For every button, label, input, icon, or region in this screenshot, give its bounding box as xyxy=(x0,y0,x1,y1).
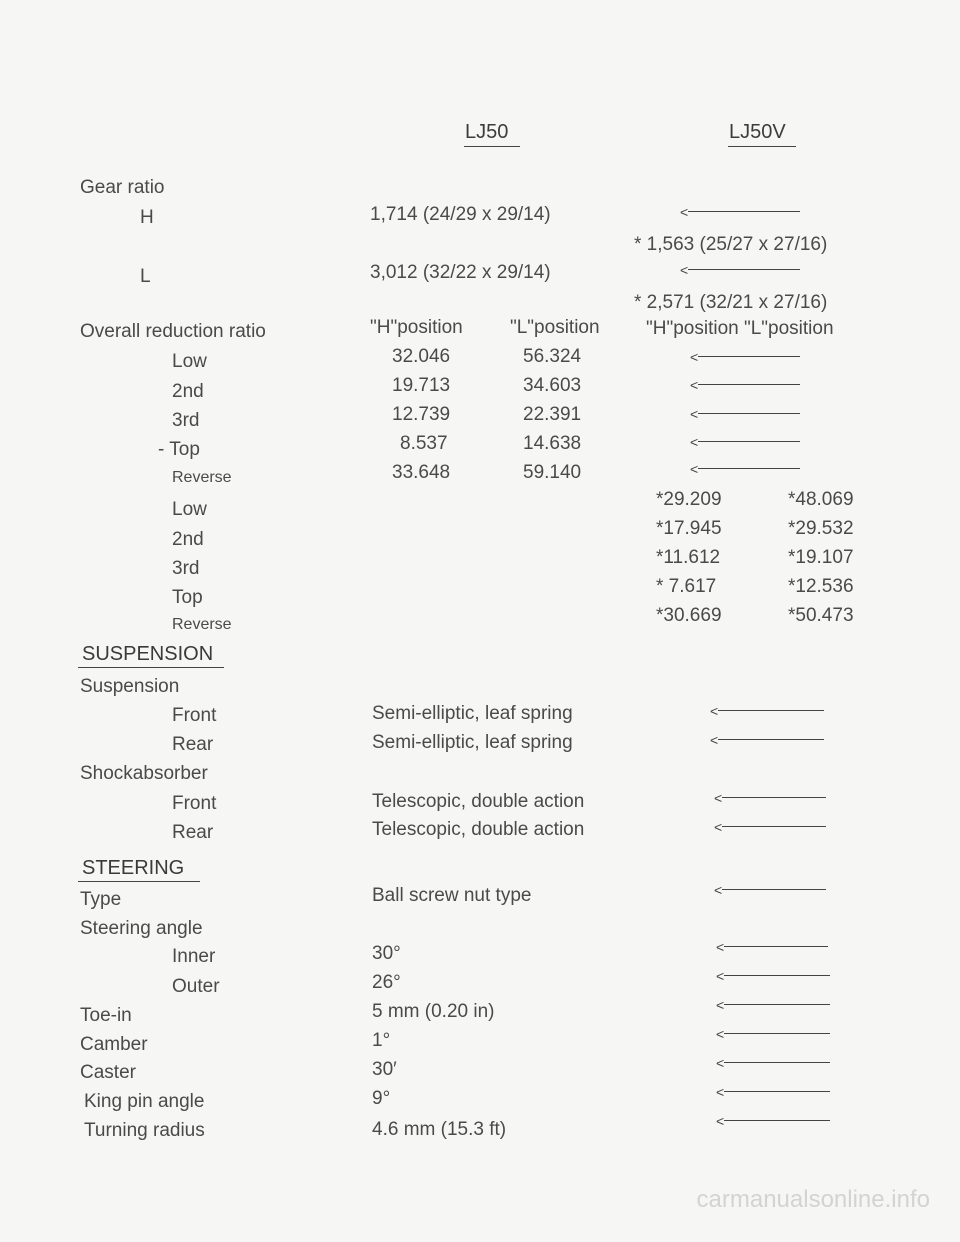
same-as-left-arrow: < xyxy=(714,821,826,833)
column-header-lj50: LJ50 xyxy=(465,121,509,143)
steering-inner-value: 30° xyxy=(372,943,401,964)
overall-row-l: 59.140 xyxy=(523,462,582,483)
suspension-label: Suspension xyxy=(80,676,180,697)
overall-v-row-label: Top xyxy=(172,587,203,608)
steering-inner-label: Inner xyxy=(172,946,216,967)
shock-front-value: Telescopic, double action xyxy=(372,791,585,812)
same-as-left-arrow: < xyxy=(690,408,800,420)
overall-v-row-l: *29.532 xyxy=(788,518,854,539)
same-as-left-arrow: < xyxy=(710,734,824,746)
gear-ratio-label: Gear ratio xyxy=(80,177,165,198)
gear-ratio-h-lj50v: * 1,563 (25/27 x 27/16) xyxy=(634,234,828,255)
watermark: carmanualsonline.info xyxy=(696,1186,930,1213)
overall-v-row-l: *12.536 xyxy=(788,576,854,597)
overall-row-l: 14.638 xyxy=(523,433,582,454)
overall-row-label: 3rd xyxy=(172,410,200,431)
suspension-rear-value: Semi-elliptic, leaf spring xyxy=(372,732,573,753)
steering-section-title: STEERING xyxy=(82,857,185,879)
overall-row-l: 34.603 xyxy=(523,375,582,396)
overall-v-row-label: 3rd xyxy=(172,558,200,579)
overall-row-label: Reverse xyxy=(172,469,232,486)
same-as-left-arrow: < xyxy=(714,792,826,804)
gear-ratio-l-label: L xyxy=(140,266,151,287)
overall-v-row-h: *11.612 xyxy=(656,547,721,568)
same-as-left-arrow: < xyxy=(716,941,828,953)
overall-row-label: Low xyxy=(172,351,207,372)
column-header-lj50v: LJ50V xyxy=(729,121,786,143)
shockabsorber-label: Shockabsorber xyxy=(80,763,208,784)
camber-label: Camber xyxy=(80,1034,148,1055)
king-pin-angle-label: King pin angle xyxy=(84,1091,205,1112)
overall-v-row-label: Low xyxy=(172,499,207,520)
overall-row-h: 8.537 xyxy=(400,433,448,454)
caster-value: 30′ xyxy=(372,1059,397,1080)
toe-in-label: Toe-in xyxy=(80,1005,132,1026)
shock-front-label: Front xyxy=(172,793,217,814)
toe-in-value: 5 mm (0.20 in) xyxy=(372,1001,495,1022)
suspension-front-label: Front xyxy=(172,705,217,726)
overall-row-label: - Top xyxy=(158,439,200,460)
overall-row-h: 12.739 xyxy=(392,404,451,425)
overall-row-l: 22.391 xyxy=(523,404,582,425)
caster-label: Caster xyxy=(80,1062,136,1083)
overall-v-row-h: *29.209 xyxy=(656,489,722,510)
overall-row-label: 2nd xyxy=(172,381,204,402)
h-position-header: "H"position xyxy=(370,317,463,338)
overall-v-row-h: *30.669 xyxy=(656,605,722,626)
gear-ratio-l-lj50: 3,012 (32/22 x 29/14) xyxy=(370,262,551,283)
overall-row-h: 33.648 xyxy=(392,462,451,483)
king-pin-angle-value: 9° xyxy=(372,1088,391,1109)
same-as-left-arrow: < xyxy=(680,264,800,276)
same-as-left-arrow: < xyxy=(710,705,824,717)
column-header-lj50-underline xyxy=(464,146,520,147)
overall-v-row-h: *17.945 xyxy=(656,518,722,539)
suspension-front-value: Semi-elliptic, leaf spring xyxy=(372,703,573,724)
same-as-left-arrow: < xyxy=(716,1057,830,1069)
same-as-left-arrow: < xyxy=(714,884,826,896)
overall-v-row-l: *19.107 xyxy=(788,547,854,568)
shock-rear-label: Rear xyxy=(172,822,214,843)
column-header-lj50v-underline xyxy=(728,146,796,147)
suspension-section-title: SUSPENSION xyxy=(82,643,214,665)
turning-radius-label: Turning radius xyxy=(84,1120,205,1141)
overall-v-row-h: * 7.617 xyxy=(656,576,717,597)
same-as-left-arrow: < xyxy=(690,379,800,391)
gear-ratio-l-lj50v: * 2,571 (32/21 x 27/16) xyxy=(634,292,828,313)
overall-v-row-l: *48.069 xyxy=(788,489,854,510)
suspension-rear-label: Rear xyxy=(172,734,214,755)
hl-position-header-lj50v: "H"position "L"position xyxy=(646,318,834,339)
suspension-title-underline xyxy=(78,667,224,668)
steering-type-value: Ball screw nut type xyxy=(372,885,532,906)
same-as-left-arrow: < xyxy=(680,206,800,218)
same-as-left-arrow: < xyxy=(716,970,830,982)
steering-type-label: Type xyxy=(80,889,122,910)
overall-v-row-label: Reverse xyxy=(172,616,232,633)
same-as-left-arrow: < xyxy=(690,463,800,475)
overall-v-row-label: 2nd xyxy=(172,529,204,550)
same-as-left-arrow: < xyxy=(716,1115,830,1127)
overall-row-l: 56.324 xyxy=(523,346,582,367)
gear-ratio-h-label: H xyxy=(140,207,154,228)
same-as-left-arrow: < xyxy=(690,351,800,363)
overall-reduction-label: Overall reduction ratio xyxy=(80,321,266,342)
overall-row-h: 32.046 xyxy=(392,346,451,367)
same-as-left-arrow: < xyxy=(690,436,800,448)
steering-title-underline xyxy=(78,881,200,882)
gear-ratio-h-lj50: 1,714 (24/29 x 29/14) xyxy=(370,204,551,225)
camber-value: 1° xyxy=(372,1030,391,1051)
same-as-left-arrow: < xyxy=(716,1086,830,1098)
steering-angle-label: Steering angle xyxy=(80,918,203,939)
shock-rear-value: Telescopic, double action xyxy=(372,819,585,840)
l-position-header: "L"position xyxy=(510,317,600,338)
overall-row-h: 19.713 xyxy=(392,375,451,396)
steering-outer-value: 26° xyxy=(372,972,401,993)
overall-v-row-l: *50.473 xyxy=(788,605,854,626)
same-as-left-arrow: < xyxy=(716,1028,830,1040)
turning-radius-value: 4.6 mm (15.3 ft) xyxy=(372,1119,507,1140)
same-as-left-arrow: < xyxy=(716,999,830,1011)
steering-outer-label: Outer xyxy=(172,976,220,997)
